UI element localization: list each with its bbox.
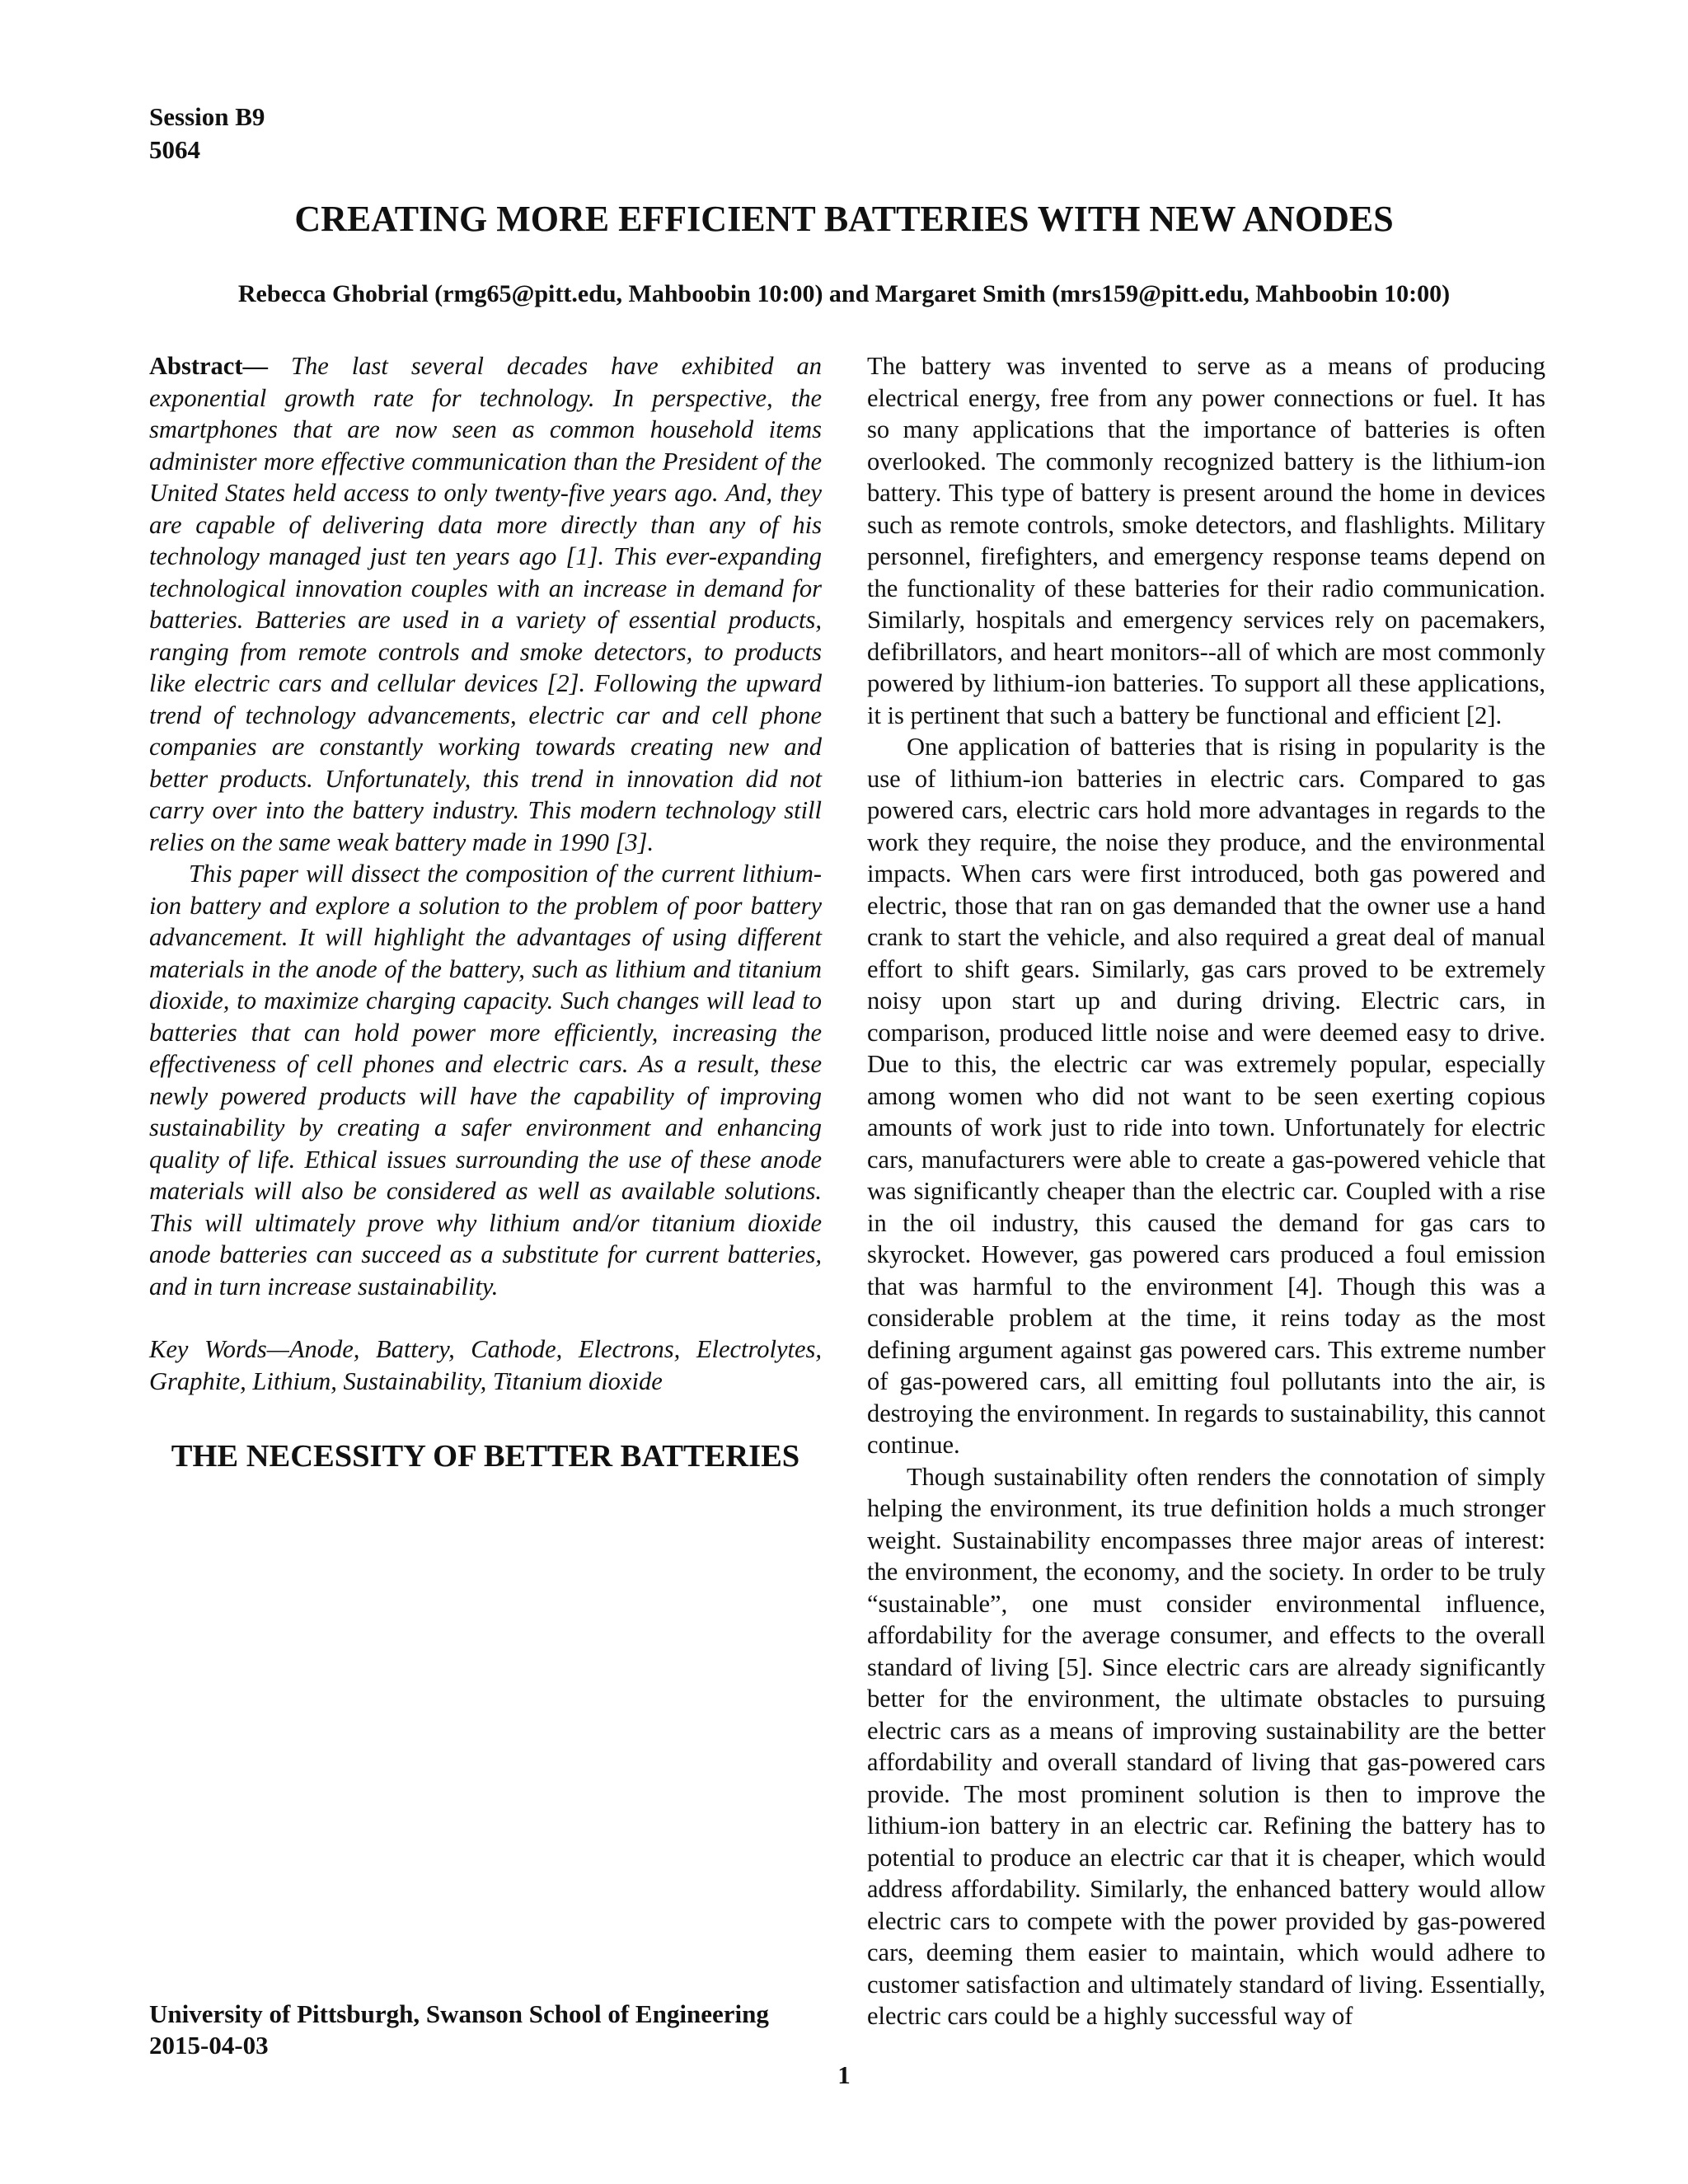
- abstract-text-1: The last several decades have exhibited an exponential growth rate for technology. In perspective, the smartphones that are now seen as common household items administer more effective communication than the President of the United States held access to only twenty-five years ago. And, they are capable of delivering data more directly than any of his technology managed just ten years ago [1]. This ever-expanding technological innovation couples with an increase in demand for batteries. Batteries are used in a variety of essential products, ranging from remote controls and smoke detectors, to products like electric cars and cellular devices [2]. Following the upward trend of technology advancements, electric car and cell phone companies are constantly working towards creating new and better products. Unfortunately, this trend in innovation did not carry over into the battery industry. This modern technology still relies on the same weak battery made in 1990 [3].: [149, 352, 823, 856]
- abstract-paragraph-2: This paper will dissect the composition of the current lithium-ion battery and explore a solution to the problem of poor battery advancement. It will highlight the advantages of using different materials in the anode of the battery, such as lithium and titanium dioxide, to maximize charging capacity. Such changes will lead to batteries that can hold power more efficiently, increasing the effectiveness of cell phones and electric cars. As a result, these newly powered products will have the capability of improving sustainability by creating a safer environment and enhancing quality of life. Ethical issues surrounding the use of these anode materials will also be considered as well as available solutions. This will ultimately prove why lithium and/or titanium dioxide anode batteries can succeed as a substitute for current batteries, and in turn increase sustainability.: [149, 860, 822, 1301]
- footer-date: 2015-04-03: [149, 2031, 269, 2060]
- author-line: Rebecca Ghobrial (rmg65@pitt.edu, Mahboobin 10:00) and Margaret Smith (mrs159@pitt.edu, Mahboobin 10:00): [237, 280, 1451, 307]
- abstract-label: Abstract—: [149, 352, 268, 380]
- footer-affiliation: [149, 1999, 769, 2061]
- page-number: 1: [837, 2060, 851, 2089]
- body-paragraph-1-continued: The battery was invented to serve as a means of producing electrical energy, free from any power connections or fuel. It has so many applications that the importance of batteries is often overlooked. The commonly recognized battery is the lithium-ion battery. This type of battery is present around the home in devices such as remote controls, smoke detectors, and flashlights. Military personnel, firefighters, and emergency response teams depend on the functionality of these batteries for their radio communication. Similarly, hospitals and emergency services rely on pacemakers, defibrillators, and heart monitors--all of which are most commonly powered by lithium-ion batteries. To support all these applications, it is pertinent that such a battery be functional and efficient [2].: [867, 352, 1545, 729]
- paper-title: CREATING MORE EFFICIENT BATTERIES WITH NEW ANODES: [294, 199, 1394, 239]
- keywords: Key Words—Anode, Battery, Cathode, Electrons, Electrolytes, Graphite, Lithium, Sustainability, Titanium dioxide: [149, 1335, 822, 1395]
- session-header: [149, 101, 265, 166]
- body-paragraph-2: One application of batteries that is rising in popularity is the use of lithium-ion batteries in electric cars. Compared to gas powered cars, electric cars hold more advantages in regards to the work they require, the noise they produce, and the environmental impacts. When cars were first introduced, both gas powered and electric, those that ran on gas demanded that the owner use a hand crank to start the vehicle, and also required a great deal of manual effort to shift gears. Similarly, gas cars proved to be extremely noisy upon start up and during driving. Electric cars, in comparison, produced little noise and were deemed easy to drive. Due to this, the electric car was extremely popular, especially among women who did not want to be seen exerting copious amounts of work just to ride into town. Unfortunately for electric cars, manufacturers were able to create a gas-powered vehicle that was significantly cheaper than the electric car. Coupled with a rise in the oil industry, this caused the demand for gas cars to skyrocket. However, gas powered cars produced a foul emission that was harmful to the environment [4]. Though this was a considerable problem at the time, it reins today as the most defining argument against gas powered cars. This extreme number of gas-powered cars, all emitting foul pollutants into the air, is destroying the environment. In regards to sustainability, this cannot continue.: [867, 733, 1545, 1459]
- abstract-paragraph-1: [149, 350, 822, 858]
- right-column: [867, 350, 1545, 2032]
- left-column: [149, 350, 822, 1499]
- body-paragraph-3: Though sustainability often renders the connotation of simply helping the environment, its true definition holds a much stronger weight. Sustainability encompasses three major areas of interest: the environment, the economy, and the society. In order to be truly “sustainable”, one must consider environmental influence, affordability for the average consumer, and effects to the overall standard of living [5]. Since electric cars are already significantly better for the environment, the ultimate obstacles to pursuing electric cars as a means of improving sustainability are the better affordability and overall standard of living that gas-powered cars provide. The most prominent solution is then to improve the lithium-ion battery in an electric car. Refining the battery has to potential to produce an electric car that it is cheaper, which would address affordability. Similarly, the enhanced battery would allow electric cars to compete with the power provided by gas-powered cars, deeming them easier to maintain, which would adhere to customer satisfaction and ultimately standard of living. Essentially, electric cars could be a highly successful way of: [867, 1462, 1545, 2030]
- paper-number: 5064: [149, 135, 200, 164]
- affiliation-text: University of Pittsburgh, Swanson School of Engineering: [149, 1999, 769, 2028]
- session-label: Session B9: [149, 102, 265, 131]
- section-heading: THE NECESSITY OF BETTER BATTERIES: [171, 1439, 800, 1474]
